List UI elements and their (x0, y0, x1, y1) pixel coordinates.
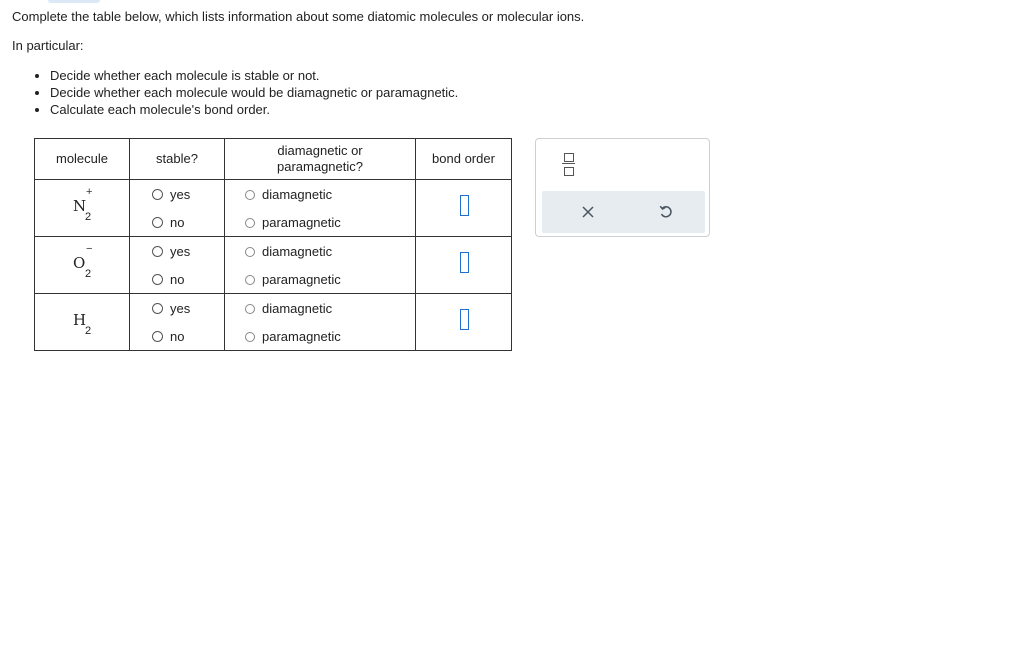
molecule-charge: − (86, 243, 93, 255)
molecule-subscript: 2 (85, 325, 92, 337)
top-accent (48, 0, 100, 3)
molecule-subscript: 2 (85, 211, 92, 223)
option-label: paramagnetic (262, 272, 341, 287)
option-label: paramagnetic (262, 329, 341, 344)
header-bond-order: bond order (416, 139, 512, 180)
molecule-formula (35, 237, 129, 293)
instruction-item: • Decide whether each molecule would be diamagnetic or paramagnetic. (50, 84, 458, 101)
option-label: no (170, 329, 185, 344)
molecule-cell (35, 180, 130, 237)
molecule-formula (35, 180, 129, 236)
radio-button[interactable] (245, 247, 255, 257)
molecule-symbol: O (73, 254, 86, 272)
option-label: diamagnetic (262, 301, 333, 316)
bond-order-cell (416, 294, 512, 351)
radio-button[interactable] (152, 331, 163, 342)
instruction-item: • Decide whether each molecule is stable or not. (50, 67, 458, 84)
molecule-charge: + (86, 186, 93, 198)
stable-cell (130, 180, 225, 237)
option-label: no (170, 215, 185, 230)
instruction-item: • Calculate each molecule's bond order. (50, 101, 458, 118)
option-label: paramagnetic (262, 215, 341, 230)
radio-button[interactable] (152, 217, 163, 228)
bond-order-cell (416, 180, 512, 237)
in-particular-label: In particular: (12, 38, 84, 53)
stable-no-option[interactable] (152, 329, 184, 344)
radio-button[interactable] (245, 275, 255, 285)
molecule-symbol: H (73, 311, 87, 329)
stable-yes-option[interactable] (152, 301, 190, 316)
radio-button[interactable] (245, 190, 255, 200)
paramagnetic-option[interactable] (245, 215, 341, 230)
radio-button[interactable] (152, 189, 163, 200)
magnetic-cell (225, 180, 416, 237)
option-label: yes (170, 301, 191, 316)
intro-text: Complete the table below, which lists information about some diatomic molecules or molecular ions. (12, 9, 585, 24)
diamagnetic-option[interactable] (245, 187, 332, 202)
option-label: diamagnetic (262, 244, 333, 259)
option-label: yes (170, 187, 191, 202)
bond-order-input[interactable] (460, 252, 469, 273)
fraction-icon[interactable] (561, 152, 577, 182)
stable-yes-option[interactable] (152, 244, 190, 259)
molecule-cell (35, 237, 130, 294)
option-label: no (170, 272, 185, 287)
table-row (35, 237, 512, 294)
molecule-formula (35, 294, 129, 350)
instruction-list (12, 67, 458, 118)
table-header-row (35, 139, 512, 180)
header-molecule: molecule (35, 139, 130, 180)
paramagnetic-option[interactable] (245, 329, 341, 344)
header-magnetic-line2: paramagnetic? (277, 159, 363, 174)
stable-cell (130, 294, 225, 351)
diamagnetic-option[interactable] (245, 301, 332, 316)
bond-order-input[interactable] (460, 309, 469, 330)
bond-order-input[interactable] (460, 195, 469, 216)
radio-button[interactable] (245, 218, 255, 228)
diamagnetic-option[interactable] (245, 244, 332, 259)
molecule-symbol: N (73, 197, 87, 215)
header-magnetic-line1: diamagnetic or (277, 143, 363, 158)
radio-button[interactable] (152, 303, 163, 314)
radio-button[interactable] (152, 274, 163, 285)
option-label: yes (170, 244, 191, 259)
paramagnetic-option[interactable] (245, 272, 341, 287)
magnetic-cell (225, 237, 416, 294)
bond-order-cell (416, 237, 512, 294)
close-icon[interactable] (580, 203, 596, 221)
stable-cell (130, 237, 225, 294)
answer-tools-panel (535, 138, 710, 237)
stable-no-option[interactable] (152, 272, 184, 287)
molecule-cell (35, 294, 130, 351)
table-row (35, 294, 512, 351)
molecule-table (34, 138, 512, 351)
header-magnetic (225, 139, 416, 180)
radio-button[interactable] (152, 246, 163, 257)
magnetic-cell (225, 294, 416, 351)
table-row (35, 180, 512, 237)
action-bar (542, 191, 705, 233)
radio-button[interactable] (245, 332, 255, 342)
header-stable: stable? (130, 139, 225, 180)
undo-icon[interactable] (657, 203, 675, 221)
option-label: diamagnetic (262, 187, 333, 202)
stable-yes-option[interactable] (152, 187, 190, 202)
radio-button[interactable] (245, 304, 255, 314)
stable-no-option[interactable] (152, 215, 184, 230)
molecule-subscript: 2 (85, 268, 92, 280)
